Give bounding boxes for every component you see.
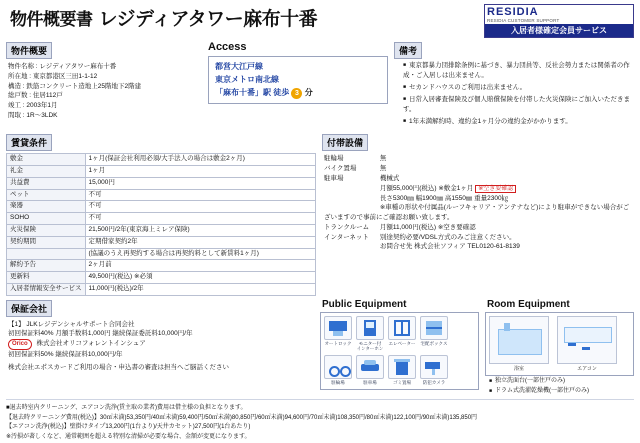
row-value: 月額55,000円(税込) ※敷金1ヶ月 [379,184,474,192]
footer-line: 【退去時クリーニング費用(税込)】30㎡未満)53,350円/40㎡未満)59,400円/50㎡未満)80,850円/60㎡未満)94,600円/70㎡未満)108,350円/80㎡未満)122,100円/90㎡未満)135,850円 [6,414,478,421]
equipment-item [388,316,416,352]
security-camera-icon [420,355,448,379]
lease-table [6,153,316,295]
row-value: 株式会社オリコフォレントインシュア [36,340,146,348]
delivery-box-icon [420,316,448,340]
outline-row: 物件名称 : レジディアタワー麻布十番 [8,63,117,70]
row-key: バイク置場 [324,165,357,173]
row-value: 無 [379,165,387,173]
room-equipment-title: Room Equipment [486,298,570,310]
row-key: 礼金 [7,166,86,178]
brand-top [485,5,633,24]
row-key: 更新料 [7,272,86,284]
outline-row: 竣工 : 2003年1月 [8,102,58,109]
trash-room-icon [388,355,416,379]
list-item: ■ 1年未満解約時、違約金1ヶ月分の違約金がかかります。 [403,117,634,127]
room-equipment-item [557,316,617,372]
room-equipment-notes [489,376,634,396]
lease-section-title: 賃貸条件 [6,134,52,151]
row-key: 駐輪場 [324,155,344,163]
facility-row [324,174,634,184]
facility-row [324,164,634,174]
walk-unit: 分 [304,87,313,97]
row-value: 月額11,000円(税込) ※空き要確認 [379,223,476,231]
auto-lock-icon [324,316,352,340]
elevator-icon [388,316,416,340]
access-station: 「麻布十番」駅 徒歩 [215,87,290,97]
facility-column [322,133,634,295]
public-equipment-title: Public Equipment [322,298,407,310]
row-value: 1ヶ月 [85,166,316,178]
row-value: お問合せ先 株式会社ソフィア TEL0120-61-8139 [379,243,520,251]
orico-logo: Orico [8,339,32,350]
outline-row: 構造 : 鉄筋コンクリート造地上25階地下2階建 [8,82,142,90]
room-equipment-item [489,316,549,372]
facility-row [324,223,634,233]
row-value: 不可 [85,213,316,225]
guarantee-row: 【1】 JLKレジデンシャルサポート合同会社 [8,320,135,328]
facility-row [324,154,634,164]
equipment-item [388,355,416,385]
row-key: ペット [7,189,86,201]
facility-row [324,194,634,204]
list-item: ■ セカンドハウスのご利用は出来ません。 [403,83,634,93]
access-section-title: Access [208,41,247,53]
guarantee-section-title: 保証会社 [6,300,52,317]
row-key [7,248,86,260]
equipment-item [420,355,448,385]
note-line: ■ 独立洗面台(一部住戸のみ) [489,376,634,386]
bicycle-parking-icon [324,355,352,379]
row-value: 1ヶ月(保証会社利用必須/大手法人の場合は敷金2ヶ月) [85,154,316,166]
public-equipment-column [320,299,479,396]
intercom-icon [356,316,384,340]
row-key: インターネット [324,233,369,241]
row-value: 2ヶ月前 [85,260,316,272]
top-section [6,41,634,129]
guarantee-row: 株式会社エポスカードご利用の場合・申込書の審査は担当へご脳話ください [8,363,229,371]
row-value: 無 [379,155,387,163]
walk-minutes-badge: 3 [291,88,302,99]
room-equipment-column [485,299,634,396]
equipment-item [356,355,384,385]
row-key: 敷金 [7,154,86,166]
row-value: 15,000円 [85,177,316,189]
row-value: 別途契約必要/VDSL方式のみご注意ください。 [379,233,516,241]
outline-row: 総戸数 : 住居112戸 [8,92,63,100]
equipment-item [356,316,384,352]
row-value: 長さ5300㎜ 幅1900㎜ 高1550㎜ 重量2300㎏ [379,194,509,202]
room-equipment-box [485,312,634,376]
table-row [7,260,316,272]
facility-row [324,242,634,252]
row-key: トランクルーム [324,223,370,231]
equipment-item [324,355,352,385]
row-value: 定期借家契約2年 [85,236,316,248]
public-equipment-box [320,312,479,390]
facility-row [324,184,634,194]
guarantee-row: 初回保証料40% 月額手数料1,000円 継続保証委託料10,000円/年 [8,330,193,338]
room-equipment-caption: 浴室 [513,365,524,372]
bath-icon [489,316,549,364]
outline-row: 間取 : 1R～3LDK [8,111,58,119]
table-row [7,154,316,166]
row-value: 11,000円(税込)/2年 [85,283,316,295]
row-value: 49,500円(税込) ※必須 [85,272,316,284]
guarantee-row: 初回保証料50% 継続保証料10,000円/年 [8,351,123,359]
room-equipment-grid [489,316,630,372]
row-key: 契約期間 [7,236,86,248]
access-box [208,56,388,104]
row-key: 楽器 [7,201,86,213]
row-key: SOHO [7,213,86,225]
list-item: ■ 東京都暴力団排除条例に基づき、暴力団員等、反社会勢力または関係者の作成・ご入居しは出来ません。 [403,61,634,81]
brand-logo [484,4,634,38]
table-row [7,248,316,260]
air-conditioner-icon [557,316,617,364]
table-row [7,177,316,189]
equipment-caption: 宅配ボックス [420,340,448,346]
equipment-caption: オートロック [324,340,352,346]
guarantee-rows [6,320,314,373]
table-row [7,272,316,284]
row-value: 21,500円/2年(東京海上ミレア保険) [85,224,316,236]
facility-rows [322,154,634,252]
access-line: 東京メトロ南北線 [215,74,279,84]
table-row [7,189,316,201]
equipment-caption: エレベーター [388,340,416,346]
access-walk [215,87,381,100]
guarantee-row-orico [8,339,314,350]
middle-section [6,133,634,295]
table-row [7,224,316,236]
brand-service-bar: 入居者様確定会員サービス [485,24,633,37]
footer-notes [6,404,634,442]
equipment-caption: モニター付 インターホン [356,340,384,351]
footer-line: 【エアコン洗浄(税込)】壁掛けタイプ13,200円(1台より)/天井カセット)27,500円(1台あたり) [6,424,251,431]
row-key: 火災保険 [7,224,86,236]
list-item: ■ 日常入居審査保険及び個人賠償保険を付帯した火災保険にご加入いただきます。 [403,95,634,115]
row-key: 駐車場 [324,174,344,182]
row-key: 共益費 [7,177,86,189]
brand-name: RESIDIA [487,6,539,18]
bikou-section-title: 備考 [394,42,422,59]
room-equipment-caption: エアコン [577,365,597,372]
outline-section-title: 物件概要 [6,42,52,59]
row-value: 不可 [85,201,316,213]
table-row [7,213,316,225]
parking-icon [356,355,384,379]
access-line: 都営大江戸線 [215,62,263,71]
divider [6,399,634,400]
row-value: ※車種の形状や付属品(ルーフキャリア・アンテナなど)により駐車ができない場合がございますので事前にご確認お願い致します。 [324,204,630,222]
lower-section [6,299,634,396]
row-value: (協議のうえ再契約する場合は再契約料として新賃料1ヶ月) [85,248,316,260]
equipment-item [420,316,448,352]
row-key: 解約予告 [7,260,86,272]
title-block [6,4,317,31]
public-equipment-grid [324,316,475,386]
guarantee-column [6,299,314,396]
lease-column [6,133,316,295]
page-title: 物件概要書 [10,10,93,29]
table-row [7,166,316,178]
footer-line: ※汚損が著しくなど、通常範囲を超える特別な清掃が必要な場合、金額が変更になります。 [6,433,251,440]
availability-note: ※空き要確認 [475,185,516,193]
bikou-column [394,41,634,129]
outline-column [6,41,202,129]
document-header [6,4,634,38]
table-row [7,201,316,213]
brand-subtitle: RESIDIA CUSTOMER SUPPORT [487,18,560,23]
equipment-caption: ゴミ置場 [393,380,411,386]
equipment-item [324,316,352,352]
footer-line: ■退去時室内クリーニング、エアコン洗浄(賃主取の業者)費用は借主様の負担となります。 [6,404,247,411]
equipment-caption: 駐輪場 [331,380,345,386]
outline-row: 所在地 : 東京都港区三田1-1-12 [8,72,98,80]
facility-row [324,203,634,223]
outline-rows [6,62,202,121]
property-name-title: レジディアタワー麻布十番 [98,9,318,30]
bikou-list [394,61,634,127]
table-row [7,283,316,295]
row-value: 機械式 [379,174,400,182]
equipment-caption: 駐車場 [363,380,377,386]
equipment-caption: 防犯カメラ [422,380,446,386]
table-row [7,236,316,248]
row-value: 不可 [85,189,316,201]
note-line: ■ ドラム式洗濯乾燥機(一部住戸のみ) [489,386,634,396]
row-key: 入居者情報安全サービス [7,283,86,295]
access-column [208,41,388,129]
facility-row [324,233,634,243]
facility-section-title: 付帯設備 [322,134,368,151]
